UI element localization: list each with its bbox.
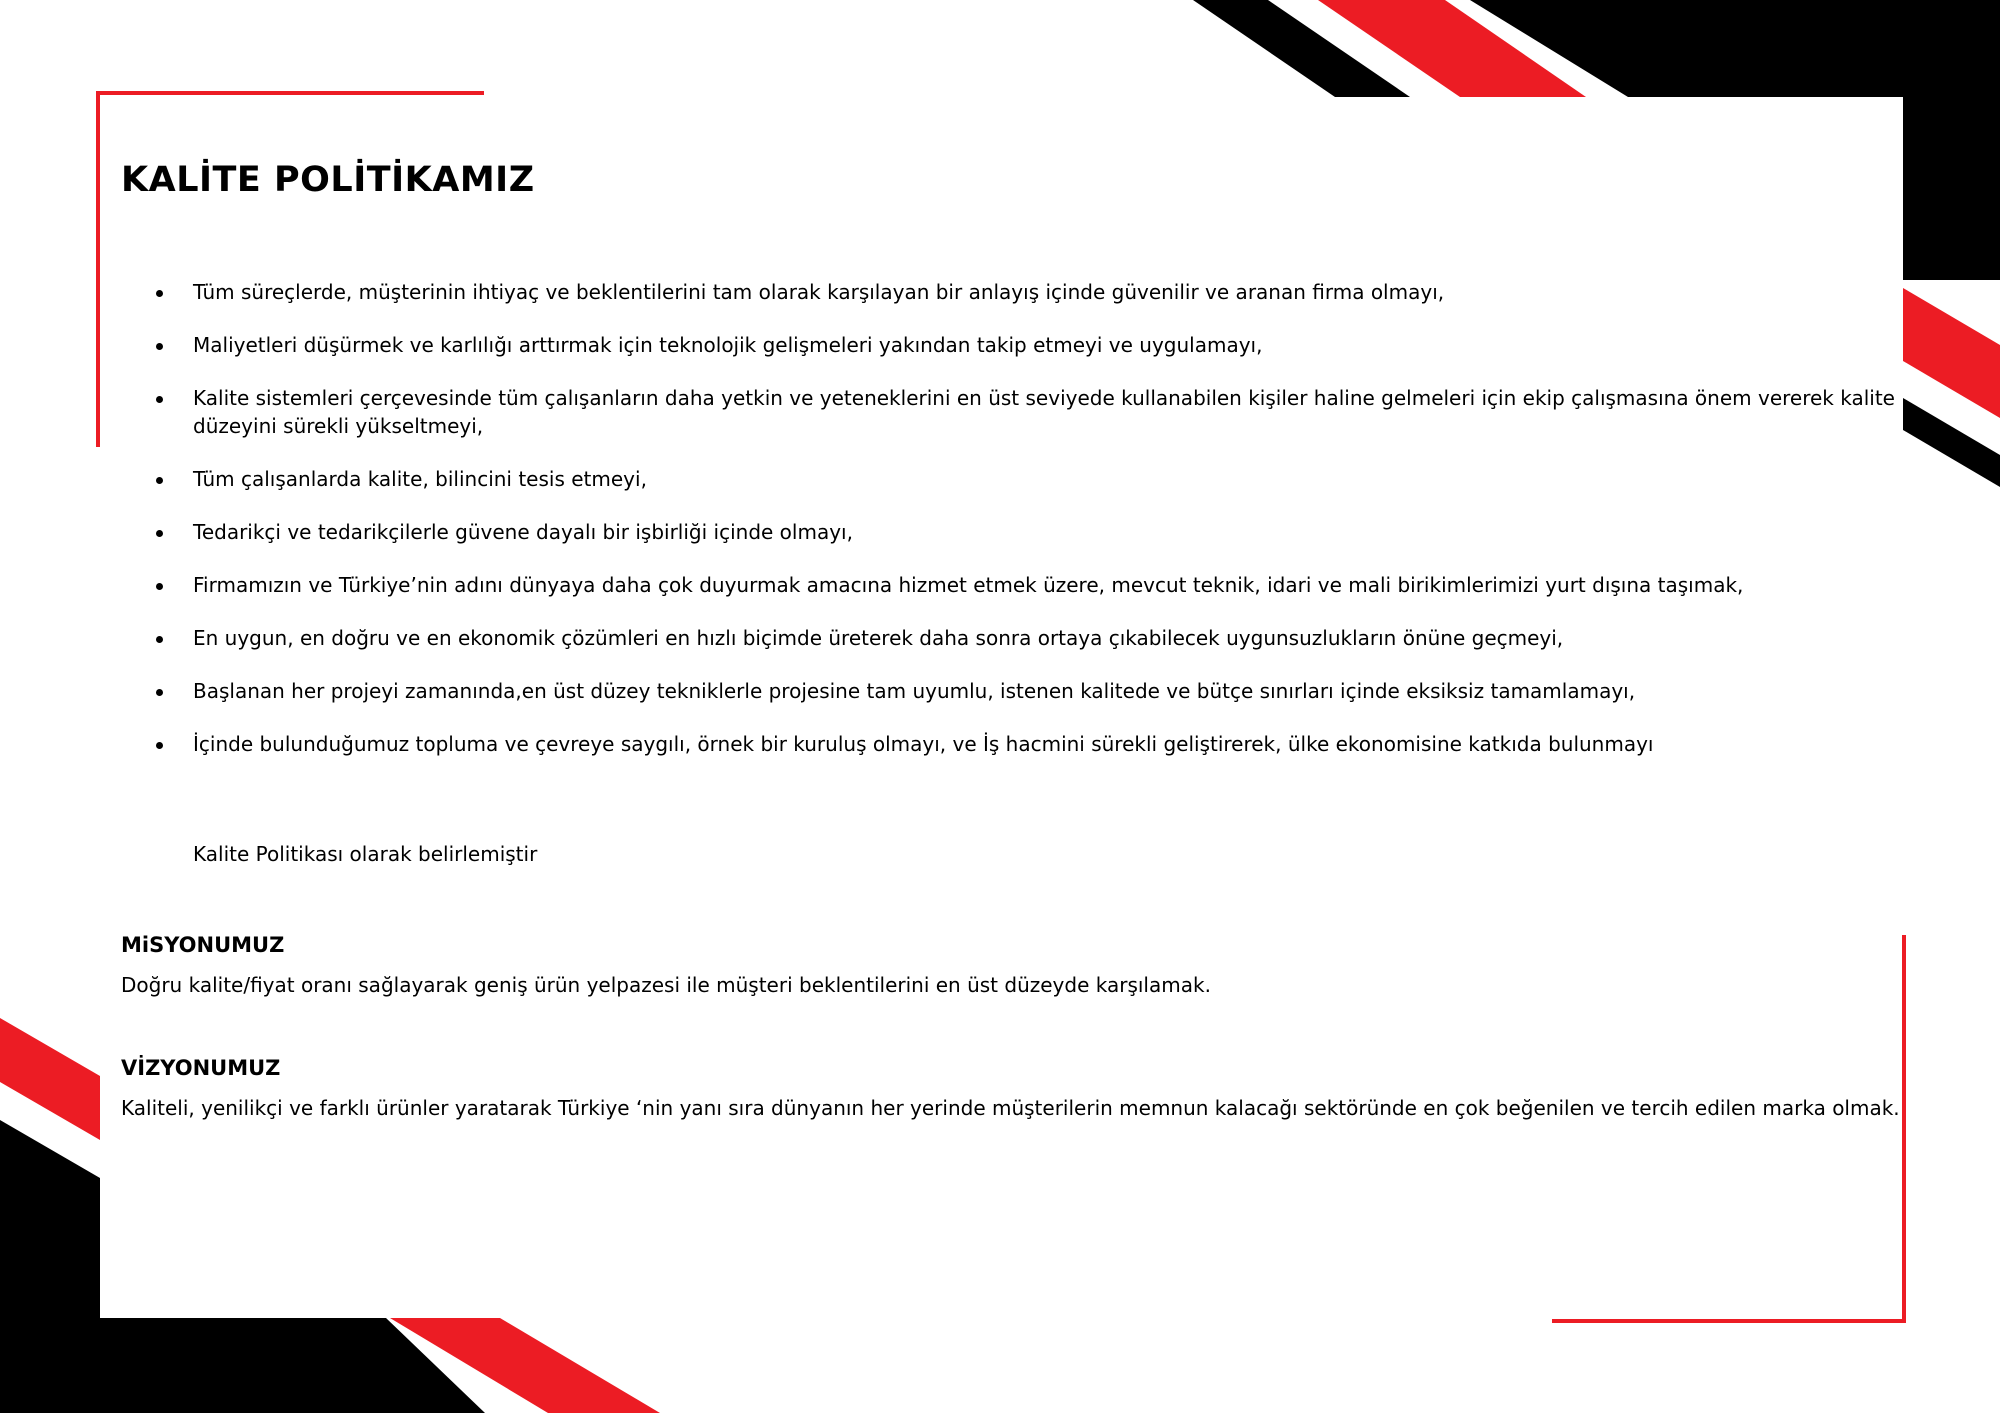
policy-item-text: Başlanan her projeyi zamanında,en üst düzey tekniklerle projesine tam uyumlu, istenen kalitede ve bütçe sınırları içinde eksiksiz tamamlamayı, [193, 679, 1636, 703]
bullet-icon [156, 477, 163, 484]
bullet-icon [156, 343, 163, 350]
bullet-icon [156, 583, 163, 590]
bullet-icon [156, 290, 163, 297]
policy-item-text: Maliyetleri düşürmek ve karlılığı arttırmak için teknolojik gelişmeleri yakından takip etmeyi ve uygulamayı, [193, 333, 1263, 357]
vision-title: VİZYONUMUZ [121, 1056, 281, 1080]
policy-item [150, 624, 1895, 652]
policy-item-text: İçinde bulunduğumuz topluma ve çevreye saygılı, örnek bir kuruluş olmayı, ve İş hacmini sürekli geliştirerek, ülke ekonomisine katkıda bulunmayı [193, 732, 1654, 756]
mission-text: Doğru kalite/fiyat oranı sağlayarak geniş ürün yelpazesi ile müşteri beklentilerini en üst düzeyde karşılamak. [121, 973, 1211, 997]
policy-item-text: Tüm çalışanlarda kalite, bilincini tesis etmeyi, [193, 467, 647, 491]
page-title: KALİTE POLİTİKAMIZ [121, 160, 535, 200]
frame-line-top-left-v [96, 91, 100, 447]
vision-text: Kaliteli, yenilikçi ve farklı ürünler yaratarak Türkiye ‘nin yanı sıra dünyanın her yerinde müşterilerin memnun kalacağı sektöründe en çok beğenilen ve tercih edilen marka olmak. [121, 1096, 1900, 1120]
policy-item [150, 384, 1895, 440]
policy-item [150, 677, 1895, 705]
bullet-icon [156, 530, 163, 537]
policy-item [150, 518, 1895, 546]
policy-item-text: En uygun, en doğru ve en ekonomik çözümleri en hızlı biçimde üreterek daha sonra ortaya çıkabilecek uygunsuzlukların önüne geçmeyi, [193, 626, 1564, 650]
policy-item [150, 331, 1895, 359]
frame-line-top-left-h [96, 91, 484, 95]
policy-conclusion: Kalite Politikası olarak belirlemiştir [193, 842, 538, 866]
frame-line-bottom-right-v [1902, 935, 1906, 1323]
policy-item-text: Firmamızın ve Türkiye’nin adını dünyaya daha çok duyurmak amacına hizmet etmek üzere, mevcut teknik, idari ve mali birikimlerimizi yurt dışına taşımak, [193, 573, 1744, 597]
policy-item-text: Tedarikçi ve tedarikçilerle güvene dayalı bir işbirliği içinde olmayı, [193, 520, 853, 544]
policy-item-text: Tüm süreçlerde, müşterinin ihtiyaç ve beklentilerini tam olarak karşılayan bir anlayış içinde güvenilir ve aranan firma olmayı, [193, 280, 1445, 304]
bullet-icon [156, 636, 163, 643]
bullet-icon [156, 689, 163, 696]
policy-item [150, 730, 1895, 758]
policy-item [150, 571, 1895, 599]
mission-title: MiSYONUMUZ [121, 933, 285, 957]
policy-item-text: Kalite sistemleri çerçevesinde tüm çalışanların daha yetkin ve yeteneklerini en üst seviyede kullanabilen kişiler haline gelmeleri için ekip çalışmasına önem vererek kalite düzeyini sürekli yükseltmeyi, [193, 386, 1895, 438]
bullet-icon [156, 742, 163, 749]
quality-policy-list [150, 278, 1895, 783]
bullet-icon [156, 396, 163, 403]
frame-line-bottom-right-h [1552, 1319, 1906, 1323]
policy-item [150, 465, 1895, 493]
policy-item [150, 278, 1895, 306]
